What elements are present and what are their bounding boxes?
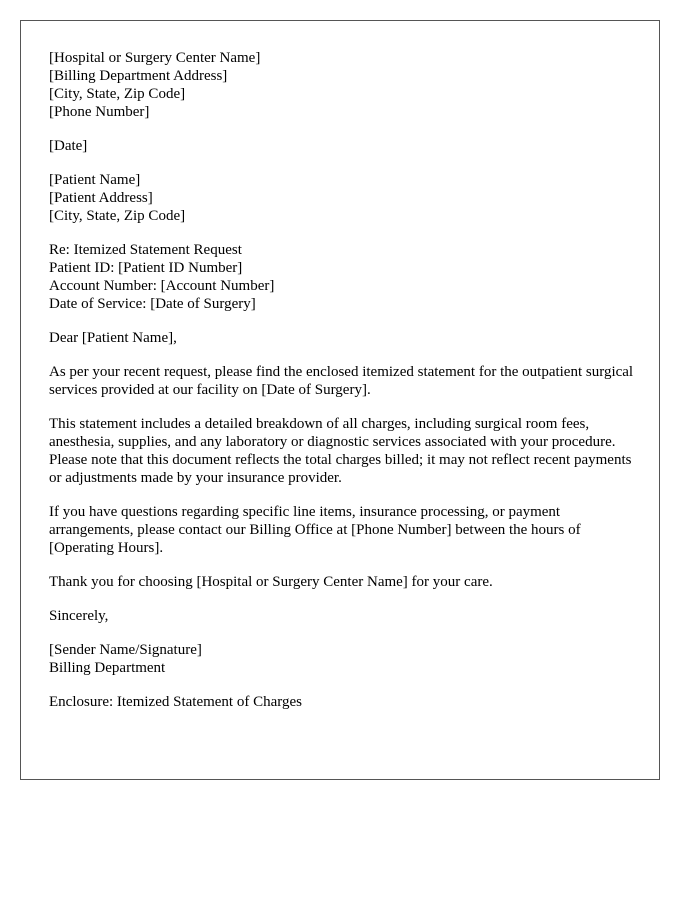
paragraph-statement-details: This statement includes a detailed breakdown of all charges, including surgical room fees, anesthesia, supplies, and any laboratory or diagnostic services associated with your procedure. Please note that this document reflects the total charges billed; it may not reflect recent payments or adjustments made by your insurance provider. <box>49 416 632 486</box>
paragraph-request: As per your recent request, please find the enclosed itemized statement for the outpatient surgical services provided at our facility on [Date of Surgery]. <box>49 364 634 398</box>
date-block <box>49 137 639 155</box>
recipient-name: [Patient Name] <box>49 172 141 188</box>
subject-line: Re: Itemized Statement Request <box>49 242 242 258</box>
reference-block <box>49 241 639 313</box>
letter-body <box>49 49 639 727</box>
sender-address: [Billing Department Address] <box>49 68 228 84</box>
patient-id-line: Patient ID: [Patient ID Number] <box>49 260 243 276</box>
recipient-address: [Patient Address] <box>49 190 153 206</box>
enclosure-block <box>49 693 639 711</box>
paragraph-thank-you: Thank you for choosing [Hospital or Surgery Center Name] for your care. <box>49 574 493 590</box>
closing: Sincerely, <box>49 608 109 624</box>
enclosure-note: Enclosure: Itemized Statement of Charges <box>49 694 302 710</box>
letter-page <box>20 20 660 780</box>
salutation-block <box>49 329 639 347</box>
letter-date: [Date] <box>49 138 88 154</box>
signature-block <box>49 641 639 677</box>
paragraph-contact-info: If you have questions regarding specific line items, insurance processing, or payment arrangements, please contact our Billing Office at [Phone Number] between the hours of [Operating Hours]. <box>49 504 581 556</box>
sender-name: [Hospital or Surgery Center Name] <box>49 50 261 66</box>
sender-phone: [Phone Number] <box>49 104 150 120</box>
date-of-service-line: Date of Service: [Date of Surgery] <box>49 296 256 312</box>
account-number-line: Account Number: [Account Number] <box>49 278 275 294</box>
recipient-city-state-zip: [City, State, Zip Code] <box>49 208 186 224</box>
salutation: Dear [Patient Name], <box>49 330 177 346</box>
sender-address-block <box>49 49 639 121</box>
closing-block <box>49 607 639 625</box>
recipient-address-block <box>49 171 639 225</box>
signature-department: Billing Department <box>49 660 166 676</box>
signature-name: [Sender Name/Signature] <box>49 642 202 658</box>
sender-city-state-zip: [City, State, Zip Code] <box>49 86 186 102</box>
